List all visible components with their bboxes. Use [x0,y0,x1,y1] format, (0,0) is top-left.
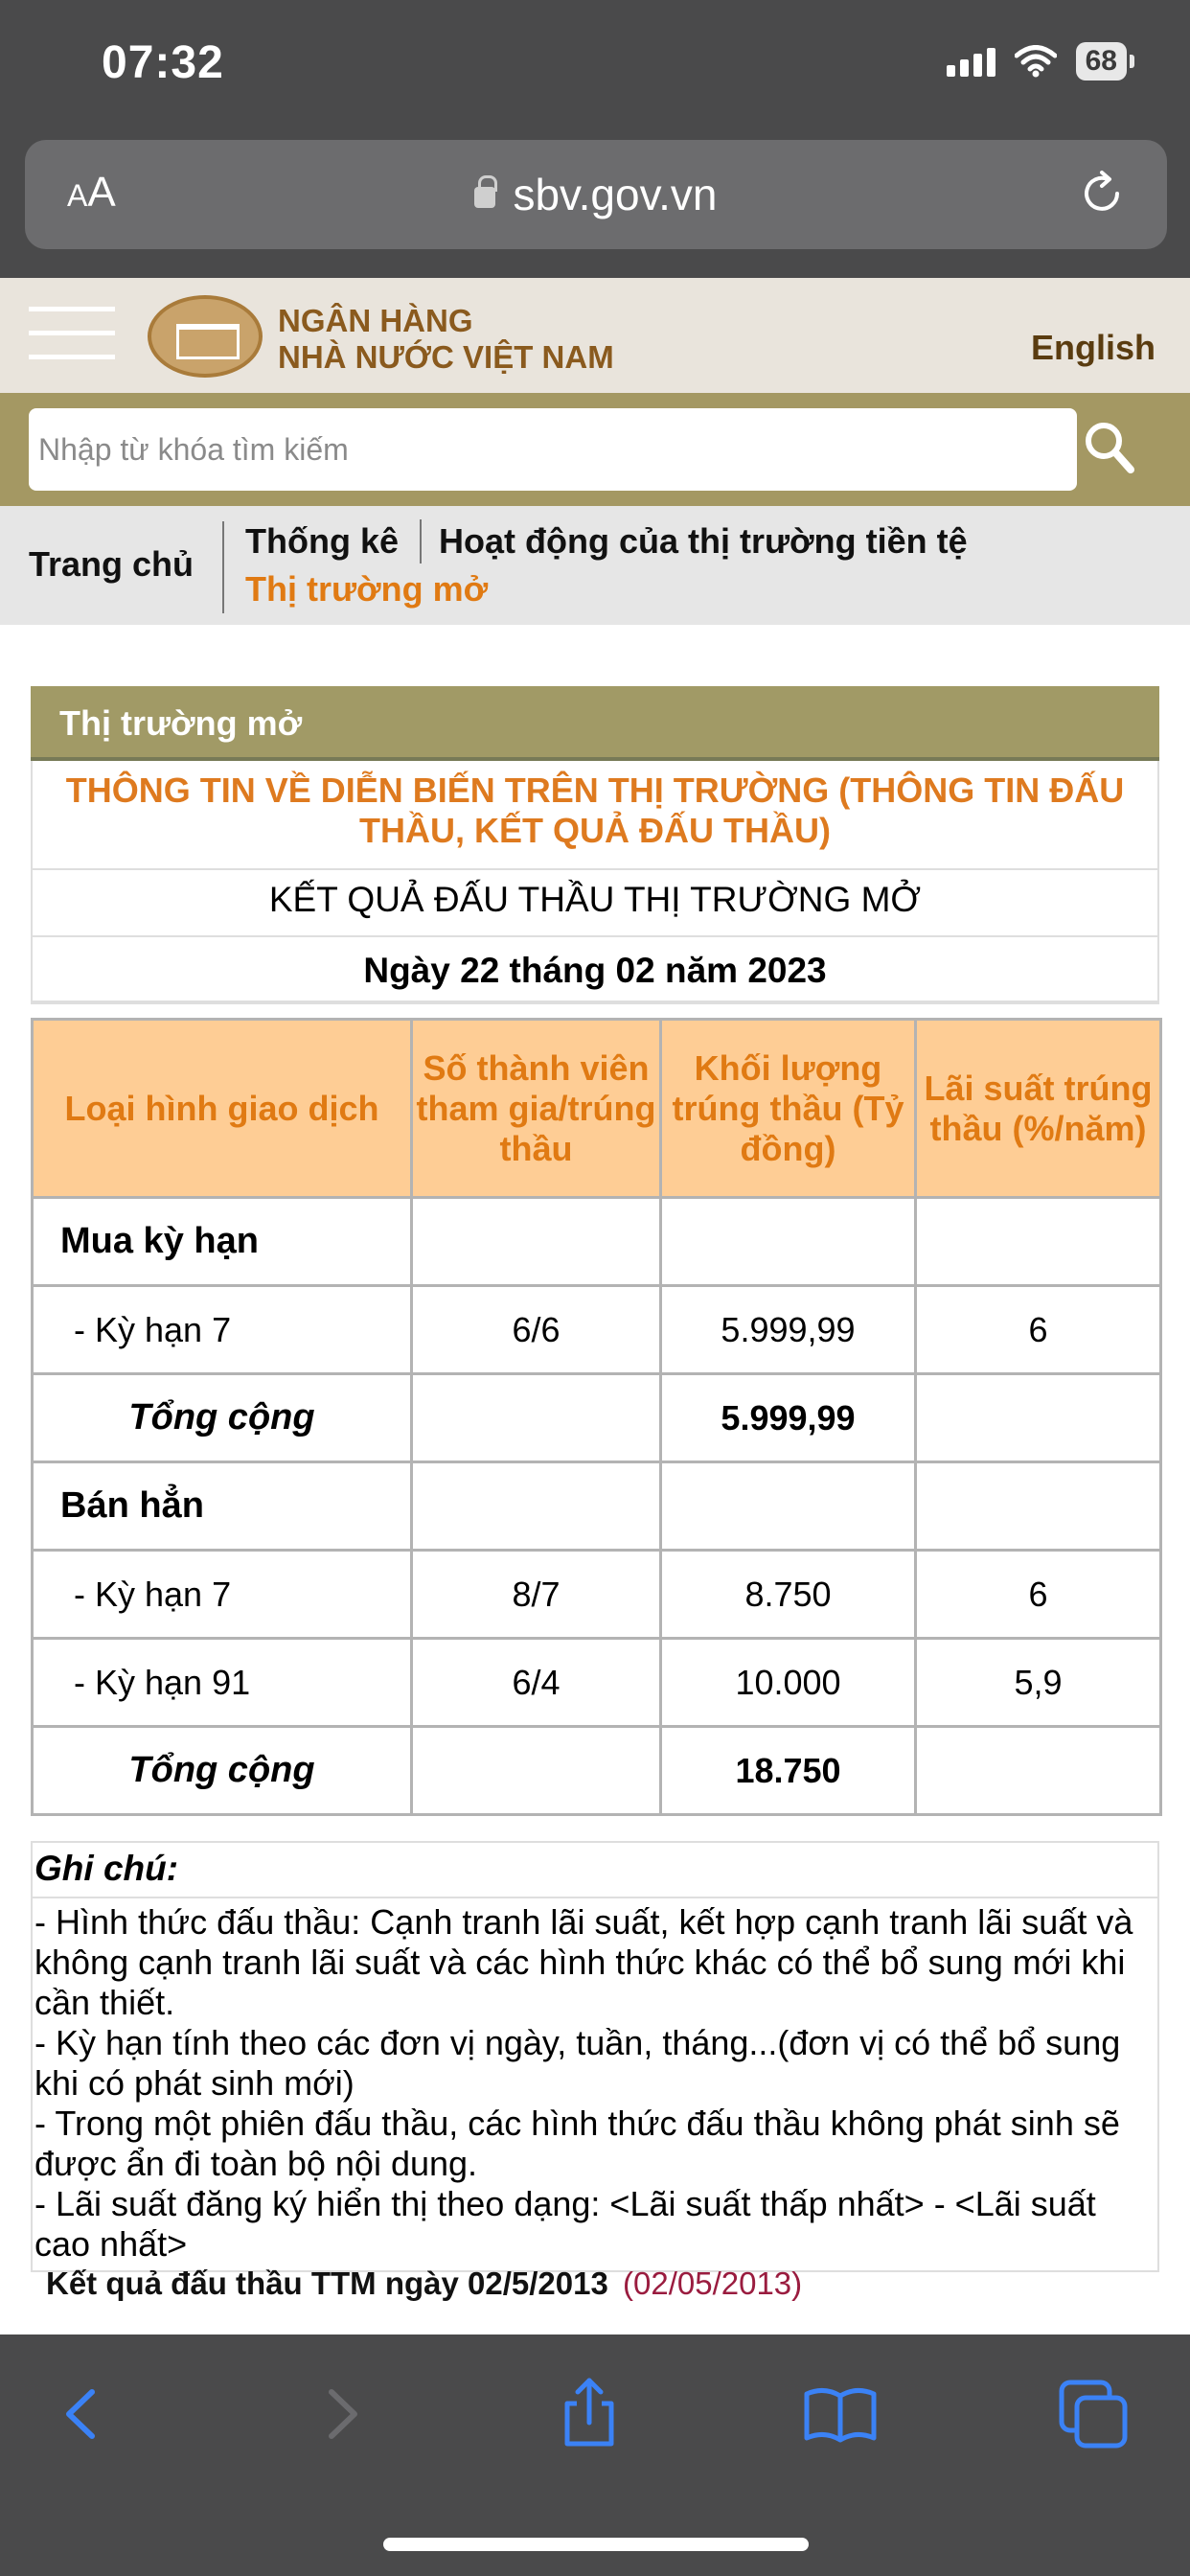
tabs-icon[interactable] [1052,2373,1134,2455]
note-item: - Trong một phiên đấu thầu, các hình thức đấu thầu không phát sinh sẽ được ẩn đi toàn bộ nội dung. [34,2104,1120,2183]
row-label: Mua kỳ hạn [33,1198,412,1286]
breadcrumb-money-market[interactable]: Hoạt động của thị trường tiền tệ [439,521,968,561]
notes-title: Ghi chú: [33,1843,1157,1898]
search-band [0,393,1190,506]
archive-result-link[interactable] [46,2266,802,2302]
back-icon[interactable] [42,2373,125,2455]
table-header-row [33,1020,1161,1198]
breadcrumb-divider [222,521,224,613]
auction-results-table [31,1018,1162,1816]
header-transaction-type: Loại hình giao dịch [33,1020,412,1198]
row-rate: 6 [916,1551,1161,1639]
breadcrumb-statistics[interactable]: Thống kê [245,521,399,561]
row-label: - Kỳ hạn 91 [33,1639,412,1727]
browser-chrome-top [0,0,1190,278]
row-members: 6/4 [412,1639,661,1727]
search-input[interactable] [29,408,1077,491]
results-subheading: KẾT QUẢ ĐẤU THẦU THỊ TRƯỜNG MỞ [33,868,1157,928]
url-display[interactable] [25,169,1167,220]
row-members [412,1198,661,1286]
row-label: Bán hẳn [33,1462,412,1551]
row-members [412,1727,661,1815]
table-row [33,1286,1161,1374]
search-icon[interactable] [1081,418,1136,475]
battery-indicator: 68 [1076,42,1127,80]
table-row-total [33,1727,1161,1815]
breadcrumb-home[interactable]: Trang chủ [29,544,195,584]
open-market-panel [31,686,1159,2272]
row-rate: 5,9 [916,1639,1161,1727]
reload-icon[interactable] [1075,167,1129,220]
status-time: 07:32 [102,37,224,88]
row-volume: 5.999,99 [661,1374,916,1462]
url-bar[interactable] [25,140,1167,249]
panel-header-block [31,761,1159,1004]
forward-icon[interactable] [299,2373,381,2455]
breadcrumb [0,506,1190,625]
row-members [412,1374,661,1462]
note-item: - Kỳ hạn tính theo các đơn vị ngày, tuần, tháng...(đơn vị có thể bổ sung khi có phát sinh mới) [34,2023,1121,2103]
hamburger-icon[interactable] [29,307,115,364]
cellular-signal-icon [947,46,995,77]
row-label: - Kỳ hạn 7 [33,1286,412,1374]
language-switch-link[interactable]: English [1030,328,1156,367]
table-row [33,1198,1161,1286]
results-date: Ngày 22 tháng 02 năm 2023 [33,935,1157,1002]
row-label: Tổng cộng [33,1727,412,1815]
table-row-total [33,1374,1161,1462]
archive-link-title[interactable]: Kết quả đấu thầu TTM ngày 02/5/2013 [46,2266,608,2301]
wifi-icon [1015,45,1057,78]
site-header [0,278,1190,393]
row-volume: 5.999,99 [661,1286,916,1374]
home-indicator [383,2538,809,2551]
share-icon[interactable] [548,2373,630,2455]
section-heading: THÔNG TIN VỀ DIỄN BIẾN TRÊN THỊ TRƯỜNG (THÔNG TIN ĐẤU THẦU, KẾT QUẢ ĐẤU THẦU) [65,770,1125,850]
table-row [33,1639,1161,1727]
row-rate [916,1374,1161,1462]
header-rate: Lãi suất trúng thầu (%/năm) [916,1020,1161,1198]
row-members: 6/6 [412,1286,661,1374]
panel-title: Thị trường mở [31,686,1159,761]
sbv-logo-icon[interactable] [148,295,263,378]
row-volume: 18.750 [661,1727,916,1815]
table-row [33,1551,1161,1639]
header-volume: Khối lượng trúng thầu (Tỷ đồng) [661,1020,916,1198]
breadcrumb-current[interactable]: Thị trường mở [245,569,489,609]
row-rate: 6 [916,1286,1161,1374]
bookmarks-icon[interactable] [799,2373,881,2455]
row-members: 8/7 [412,1551,661,1639]
row-rate [916,1198,1161,1286]
breadcrumb-divider [420,519,422,564]
text-size-button[interactable]: AA [67,169,116,216]
row-volume: 10.000 [661,1639,916,1727]
row-members [412,1462,661,1551]
row-volume [661,1198,916,1286]
site-logo-text[interactable]: NGÂN HÀNG NHÀ NƯỚC VIỆT NAM [278,303,614,375]
notes-body [33,1898,1157,2270]
lock-icon [474,187,495,208]
row-rate [916,1727,1161,1815]
table-row [33,1462,1161,1551]
row-rate [916,1462,1161,1551]
status-icons [947,42,1127,80]
notes-section [31,1841,1159,2272]
header-members: Số thành viên tham gia/trúng thầu [412,1020,661,1198]
row-label: Tổng cộng [33,1374,412,1462]
row-volume [661,1462,916,1551]
row-volume: 8.750 [661,1551,916,1639]
note-item: - Hình thức đấu thầu: Cạnh tranh lãi suất, kết hợp cạnh tranh lãi suất và không cạnh tranh lãi suất và các hình thức khác có thể bổ sung mới khi cần thiết. [34,1902,1133,2022]
url-text: sbv.gov.vn [513,170,718,219]
archive-link-date: (02/05/2013) [623,2266,803,2301]
note-item: - Lãi suất đăng ký hiển thị theo dạng: <Lãi suất thấp nhất> - <Lãi suất cao nhất> [34,2184,1096,2264]
row-label: - Kỳ hạn 7 [33,1551,412,1639]
